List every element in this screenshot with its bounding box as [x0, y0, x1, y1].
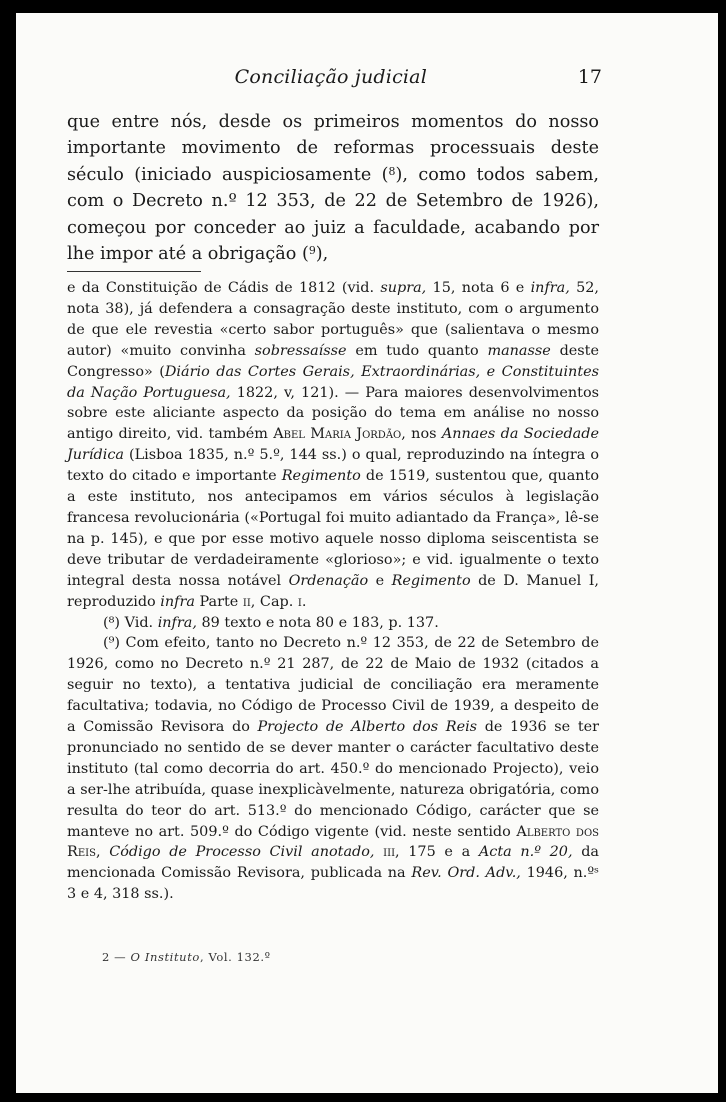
footnotes — [67, 278, 599, 905]
footnote-ref-8: 8 — [388, 164, 396, 178]
main-text — [67, 109, 599, 267]
footnote-9: (⁹) Com efeito, tanto no Decreto n.º 12 353, de 22 de Setembro de 1926, como no Decreto n.º 21 287, de 22 de Maio de 1932 (citados a seguir no texto), a tentativa judicial de conciliação era meramente facultativa; todavia, no Código de Processo Civil de 1939, a despeito de a Comissão Revisora do Projecto de Alberto dos Reis de 1936 se ter pronunciado no sentido de se dever manter o carácter facultativo deste instituto (tal como decorria do art. 450.º do mencionado Projecto), veio a ser-lhe atribuída, quase inexplicàvelmente, natureza obrigatória, como resulta do teor do art. 513.º do mencionado Código, carácter que se manteve no art. 509.º do Código vigente (vid. neste sentido Alberto dos Reis, Código de Processo Civil anotado, iii, 175 e a Acta n.º 20, da mencionada Comissão Revisora, publicada na Rev. Ord. Adv., 1946, n.ºˢ 3 e 4, 318 ss.). — [67, 635, 600, 903]
document-page — [16, 13, 718, 1093]
signature-line: 2 — O Instituto, Vol. 132.º — [102, 950, 271, 964]
page-number: 17 — [577, 66, 602, 88]
footnote-mark: (⁸) — [103, 614, 120, 631]
footnote-mark: (⁹) — [103, 635, 120, 652]
footnote-8: (⁸) Vid. infra, 89 texto e nota 80 e 183, p. 137. — [103, 614, 439, 631]
running-title: Conciliação judicial — [234, 66, 427, 88]
page-header — [16, 66, 718, 96]
footnote-continuation: e da Constituição de Cádis de 1812 (vid. supra, 15, nota 6 e infra, 52, nota 38), já defendera a consagração deste instituto, com o argumento de que ele revestia «certo sabor português» que (salientava o mesmo autor) «muito convinha sobressaísse em tudo quanto manasse deste Congresso» (Diário das Cortes Gerais, Extraordinárias, e Constituintes da Nação Portuguesa, 1822, v, 121). — Para maiores desenvolvimentos sobre este aliciante aspecto da posição do tema em análise no nosso antigo direito, vid. também Abel Maria Jordão, nos Annaes da Sociedade Jurídica (Lisboa 1835, n.º 5.º, 144 ss.) o qual, reproduzindo na íntegra o texto do citado e importante Regimento de 1519, sustentou que, quanto a este instituto, nos antecipamos em vários séculos à legislação francesa revolucionária («Portugal foi muito adiantado da França», lê-se na p. 145), e que por esse motivo aquele nosso diploma seiscentista se deve tributar de verdadeiramente «glorioso»; e vid. igualmente o texto integral desta nossa notável Ordenação e Regimento de D. Manuel I, reproduzido infra Parte ii, Cap. i. — [67, 280, 600, 610]
footnote-ref-9: 9 — [308, 244, 316, 258]
footnote-separator — [67, 271, 201, 272]
paragraph: que entre nós, desde os primeiros momentos do nosso importante movimento de reformas processuais deste século (iniciado auspiciosamente ($^8$), como todos sabem, com o Decreto n.º 12 353, de 22 de Setembro de 1926), começou por conceder ao juiz a faculdade, acabando por lhe impor até a obrigação ($^9$), — [67, 112, 599, 265]
